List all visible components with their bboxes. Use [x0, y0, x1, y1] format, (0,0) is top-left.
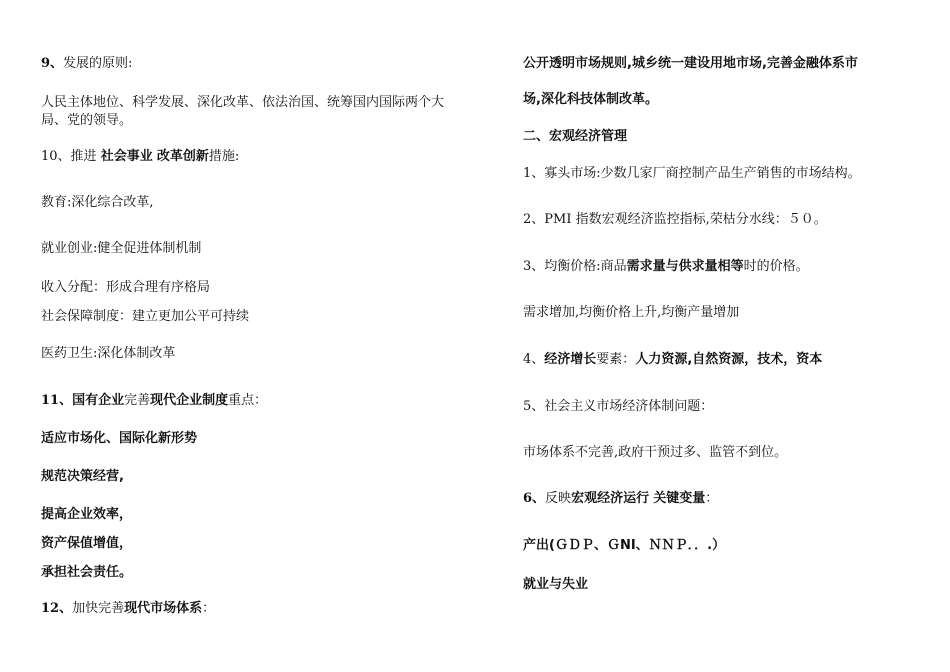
continued-text-line: 公开透明市场规则,城乡统一建设用地市场,完善金融体系市	[523, 56, 858, 71]
heading-bold-text: 现代市场体系	[124, 601, 203, 616]
heading-text: 加快完善	[72, 601, 125, 616]
item-number: 6、	[523, 491, 546, 506]
list-item: 市场体系不完善,政府干预过多、监管不到位。	[523, 445, 788, 460]
section-number: 9、	[41, 56, 64, 71]
section-9-body: 人民主体地位、科学发展、深化改革、依法治国、统筹国内国际两个大局、党的领导。	[41, 95, 445, 128]
list-item	[523, 352, 822, 368]
list-item: 适应市场化、国际化新形势	[41, 431, 198, 446]
item-text: 4、	[523, 352, 545, 367]
item-bold-text: 关键变量	[653, 491, 706, 506]
section-2-title: 二、宏观经济管理	[523, 129, 628, 144]
list-item: 承担社会责任。	[41, 565, 133, 580]
section-10-heading	[41, 149, 239, 165]
heading-bold-text: 改革创新	[156, 149, 209, 164]
heading-text: 重点：	[228, 393, 268, 408]
heading-text: 完善	[124, 393, 151, 408]
list-item: 就业创业:健全促进体制机制	[41, 241, 202, 256]
list-item: 5、社会主义市场经济体制问题：	[523, 399, 714, 414]
heading-text: 措施:	[208, 149, 240, 164]
item-bold-text: 经济增长	[544, 352, 597, 367]
section-number: 10、	[41, 149, 71, 164]
item-text: 时的价格。	[743, 259, 809, 274]
list-item: 提高企业效率，	[41, 507, 133, 522]
heading-bold-text: 国有企业	[72, 393, 125, 408]
section-number: 11、	[41, 393, 73, 408]
list-item: 就业与失业	[523, 577, 589, 592]
item-text: 反映	[545, 491, 572, 506]
list-item: 社会保障制度：建立更加公平可持续	[41, 309, 250, 324]
list-item: 需求增加,均衡价格上升,均衡产量增加	[523, 305, 740, 320]
section-number: 12、	[41, 601, 73, 616]
item-bold-text: 宏观经济运行	[571, 491, 650, 506]
list-item: 资产保值增值，	[41, 536, 133, 551]
continued-text-line: 场,深化科技体制改革。	[523, 92, 658, 107]
section-9-heading	[41, 56, 132, 72]
heading-text: ：	[202, 601, 216, 616]
list-item	[523, 259, 809, 275]
list-item: 收入分配：形成合理有序格局	[41, 280, 211, 295]
list-item: 教育:深化综合改革,	[41, 195, 154, 210]
item-bold-text: 人力资源,自然资源，技术，资本	[635, 352, 823, 367]
heading-bold-text: 社会事业	[100, 149, 153, 164]
item-text: ：	[705, 491, 719, 506]
heading-bold-text: 现代企业制度	[150, 393, 229, 408]
item-text: 3、均衡价格:商品	[523, 259, 627, 274]
list-item: 1、寡头市场:少数几家厂商控制产品生产销售的市场结构。	[523, 166, 861, 181]
list-item: 规范决策经营,	[41, 469, 124, 484]
list-item: 医药卫生:深化体制改革	[41, 346, 176, 361]
list-item	[523, 491, 718, 507]
heading-text: 推进	[70, 149, 101, 164]
list-item: 产出(ＧＤＰ、ＧNI、ＮＮＰ．．.）	[523, 538, 726, 553]
section-11-heading	[41, 393, 267, 409]
section-12-heading	[41, 601, 215, 617]
item-text: 要素：	[596, 352, 636, 367]
section-title: 发展的原则:	[63, 56, 133, 71]
list-item: 2、PMI 指数宏观经济监控指标,荣枯分水线：５０。	[523, 212, 827, 227]
item-bold-text: 需求量与供求量相等	[626, 259, 744, 274]
